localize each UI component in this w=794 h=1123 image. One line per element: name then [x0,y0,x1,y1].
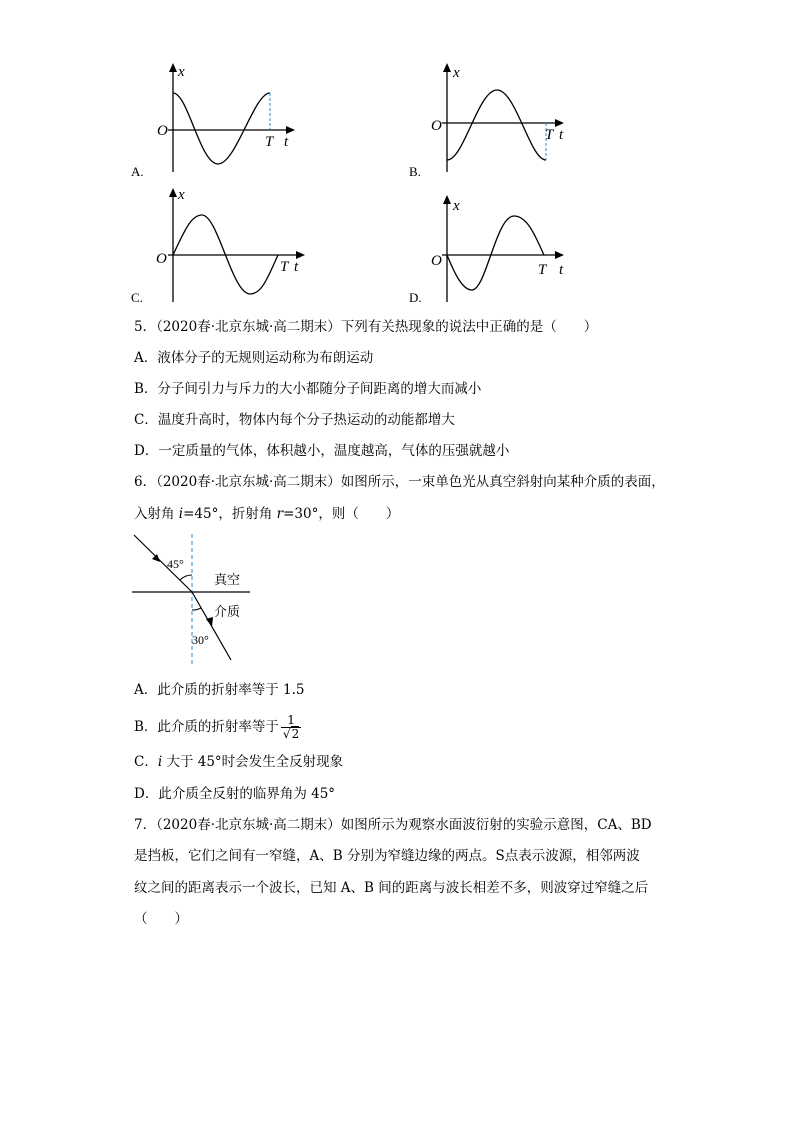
q6-stem-line2 [134,505,399,523]
x-axis-arrow [169,63,177,72]
angle-45-label: 45° [167,557,184,571]
q6-symbol-i: i [178,506,184,522]
q7-line: 是挡板，它们之间有一窄缝，A、B 分别为窄缝边缘的两点。S点表示波源，相邻两波 [134,848,640,864]
q5-stem: 5．（2020春·北京东城·高二期末）下列有关热现象的说法中正确的是（ ） [134,319,598,335]
period-label: T [265,134,274,150]
q5-option-c: C．温度升高时，物体内每个分子热运动的动能都增大 [134,412,455,428]
axis-t-label: t [559,262,564,278]
graph-b-svg [404,60,584,180]
option-label: A. [131,164,144,179]
axis-x-label: x [453,65,460,81]
option-label: B. [409,164,421,179]
q6-option-a: A．此介质的折射率等于 1.5 [134,682,305,698]
origin-label: O [156,251,167,267]
t-axis-arrow [555,251,564,259]
angle-arc-bottom [192,608,201,610]
q6-option-c-symbol: i [157,754,163,770]
graph-c-svg [128,182,318,307]
q7-line: 纹之间的距离表示一个波长，已知 A、B 间的距离与波长相差不多，则波穿过窄缝之后 [134,880,649,896]
period-label: T [545,127,554,143]
x-axis-arrow [443,63,451,72]
origin-label: O [431,118,442,134]
medium-label: 介质 [214,604,241,619]
origin-label: O [431,253,442,269]
refraction-diagram [130,532,260,667]
t-axis-arrow [555,119,564,127]
graph-a [128,60,308,180]
graph-d [404,190,584,307]
vacuum-label: 真空 [214,572,241,587]
graph-b [404,60,584,180]
q6-option-b [134,710,301,744]
incident-arrow [152,554,160,562]
q6-option-c [134,753,343,771]
axis-x-label: x [178,187,185,203]
q6-stem-text: 入射角 [134,506,179,522]
wave-curve [447,90,546,160]
axis-t-label: t [294,259,299,275]
q6-option-d: D．此介质全反射的临界角为 45° [134,786,336,802]
option-label: D. [409,290,422,305]
axis-x-label: x [453,198,460,214]
q6-option-c-prefix: C． [134,754,158,770]
period-label: T [538,262,547,278]
q5-option-d: D．一定质量的气体，体积越小，温度越高，气体的压强就越小 [134,443,510,459]
graph-a-svg [128,60,308,180]
axis-t-label: t [284,134,289,150]
q6-stem-text: =45°，折射角 [183,506,277,522]
option-label: C. [131,290,143,305]
x-axis-arrow [443,195,451,204]
q5-option-b: B．分子间引力与斥力的大小都随分子间距离的增大而减小 [134,381,482,397]
refraction-diagram-svg [130,532,260,667]
q5-option-a: A．液体分子的无规则运动称为布朗运动 [134,350,374,366]
q7-line: 7．（2020春·北京东城·高二期末）如图所示为观察水面波衍射的实验示意图，CA、BD [134,817,652,833]
angle-arc-top [180,575,192,580]
t-axis-arrow [296,251,305,259]
graph-d-svg [404,190,584,307]
axis-x-label: x [178,64,185,80]
axis-t-label: t [559,127,564,143]
q6-option-b-text: B．此介质的折射率等于 [134,719,279,735]
q6-stem-text: =30°，则（ ） [283,506,400,522]
angle-30-label: 30° [192,633,209,647]
origin-label: O [157,123,168,139]
fraction [281,714,301,741]
wave-curve [447,216,544,290]
graph-c [128,182,318,307]
q6-stem-line1: 6．（2020春·北京东城·高二期末）如图所示，一束单色光从真空斜射向某种介质的表面， [134,474,665,490]
q6-symbol-r: r [276,506,284,522]
period-label: T [280,259,289,275]
wave-curve [173,93,270,164]
q6-option-c-text: 大于 45°时会发生全反射现象 [162,754,344,770]
radicand: 2 [291,727,300,741]
fraction-denominator: √2 [282,727,300,741]
x-axis-arrow [169,188,177,197]
q7-line: （ ） [134,911,188,927]
fraction-numerator: 1 [281,714,301,728]
t-axis-arrow [286,126,295,134]
